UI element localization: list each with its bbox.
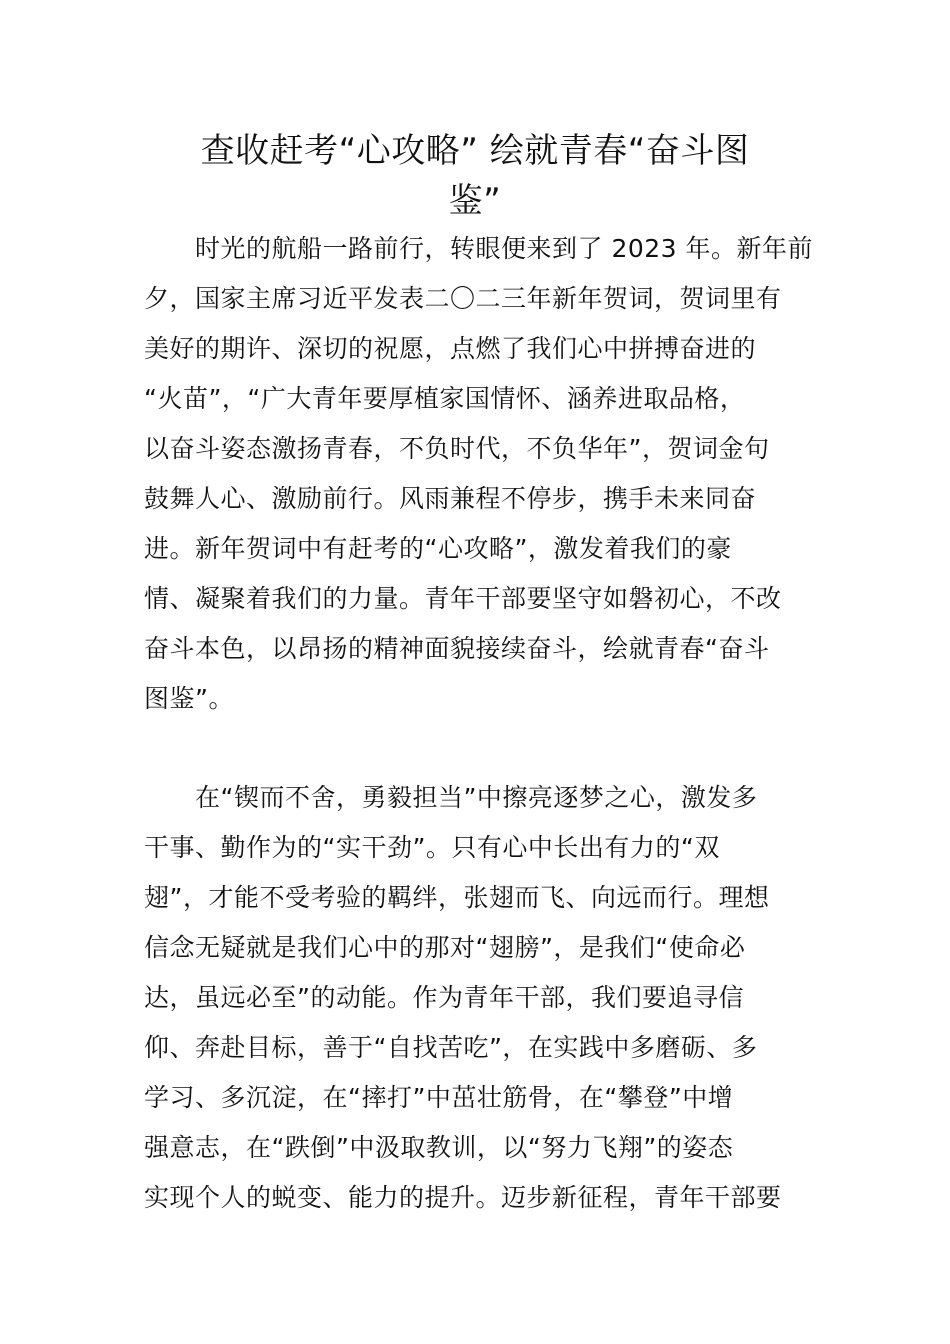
paragraph-2-line: 在“锲而不舍，勇毅担当”中擦亮逐梦之心，激发多 — [144, 783, 758, 812]
paragraph-1-line: 时光的航船一路前行，转眼便来到了 2023 年。新年前 — [144, 234, 814, 263]
document-title-line-2: 鉴” — [448, 181, 502, 221]
paragraph-2-line: 学习、多沉淀，在“摔打”中茁壮筋骨，在“攀登”中增 — [144, 1083, 734, 1112]
paragraph-2-line: 仰、奔赴目标，善于“自找苦吃”，在实践中多磨砺、多 — [144, 1033, 758, 1062]
paragraph-1-line: 奋斗本色，以昂扬的精神面貌接续奋斗，绘就青春“奋斗 — [144, 634, 770, 663]
paragraph-2-line: 达，虽远必至”的动能。作为青年干部，我们要追寻信 — [144, 983, 744, 1012]
paragraph-1-line: “火苗”，“广大青年要厚植家国情怀、涵养进取品格， — [144, 384, 746, 413]
paragraph-2-line: 干事、勤作为的“实干劲”。只有心中长出有力的“双 — [144, 833, 720, 862]
paragraph-1-line: 以奋斗姿态激扬青春，不负时代，不负华年”，贺词金句 — [144, 434, 770, 463]
paragraph-2-line: 强意志，在“跌倒”中汲取教训，以“努力飞翔”的姿态 — [144, 1133, 734, 1162]
paragraph-2-line: 翅”，才能不受考验的羁绊，张翅而飞、向远而行。理想 — [144, 883, 770, 912]
paragraph-1-line: 情、凝聚着我们的力量。青年干部要坚守如磐初心，不改 — [144, 584, 782, 613]
paragraph-1-line: 鼓舞人心、激励前行。风雨兼程不停步，携手未来同奋 — [144, 484, 757, 513]
paragraph-1-line: 进。新年贺词中有赶考的“心攻略”，激发着我们的豪 — [144, 534, 732, 563]
paragraph-2-line: 实现个人的蜕变、能力的提升。迈步新征程，青年干部要 — [144, 1183, 782, 1212]
paragraph-1-line: 夕，国家主席习近平发表二〇二三年新年贺词，贺词里有 — [144, 284, 782, 313]
document-title-line-1: 查收赶考“心攻略” 绘就青春“奋斗图 — [200, 131, 750, 171]
paragraph-1-line: 美好的期许、深切的祝愿，点燃了我们心中拼搏奋进的 — [144, 334, 757, 363]
paragraph-2-line: 信念无疑就是我们心中的那对“翅膀”，是我们“使命必 — [144, 933, 746, 962]
paragraph-1-line: 图鉴”。 — [144, 684, 234, 713]
